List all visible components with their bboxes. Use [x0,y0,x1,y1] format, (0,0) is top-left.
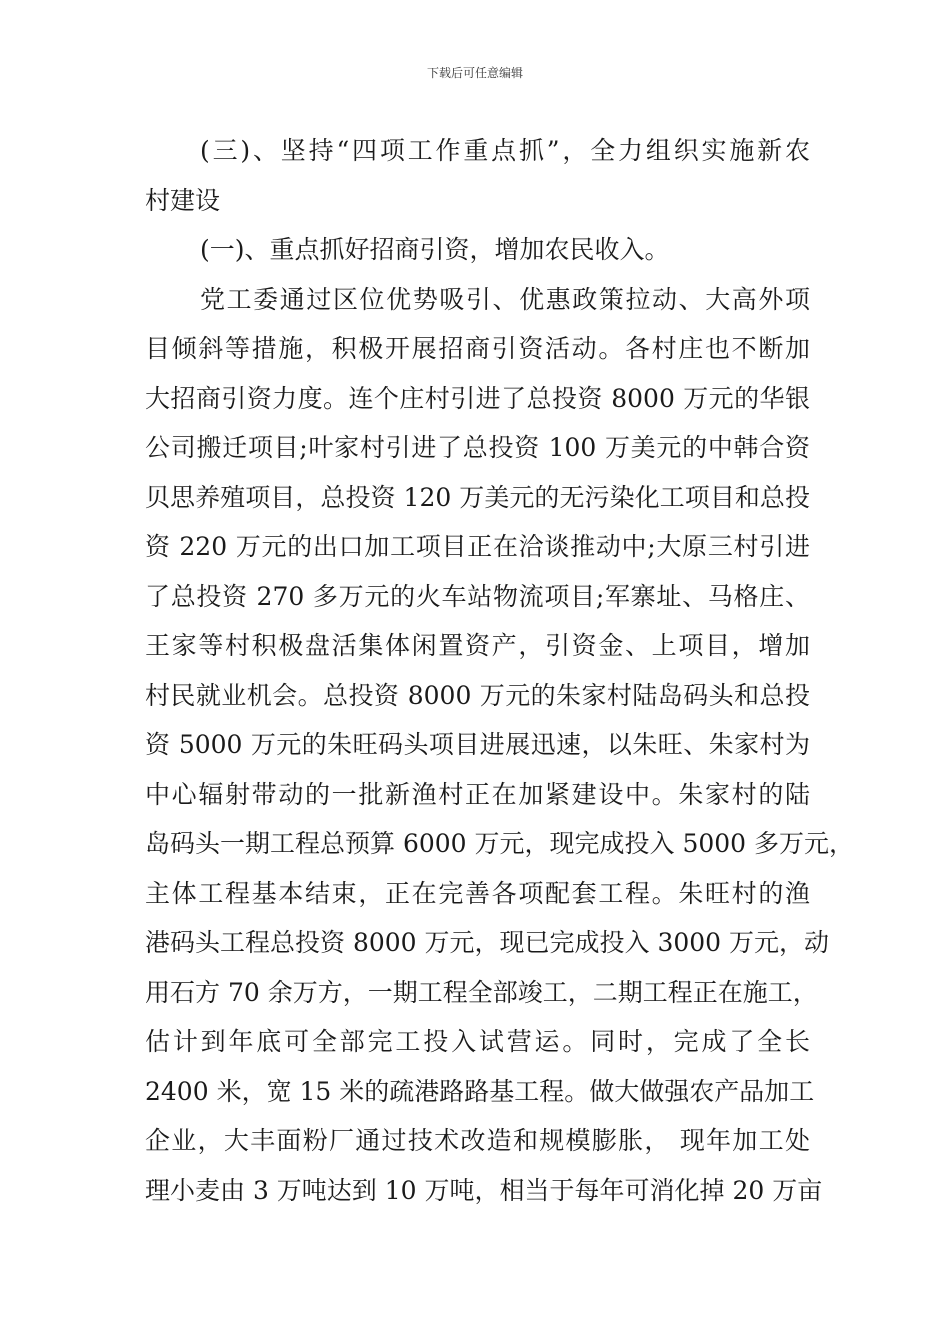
paragraph-line: 资 5000 万元的朱旺码头项目进展迅速，以朱旺、朱家村为 [145,730,810,759]
paragraph-line: 村民就业机会。总投资 8000 万元的朱家村陆岛码头和总投 [145,680,810,710]
paragraph-line: 理小麦由 3 万吨达到 10 万吨，相当于每年可消化掉 20 万亩 [145,1175,823,1205]
document-body [145,126,855,1215]
paragraph-line: 贝思养殖项目，总投资 120 万美元的无污染化工项目和总投 [145,482,810,512]
paragraph-line: 公司搬迁项目;叶家村引进了总投资 100 万美元的中韩合资 [145,433,810,462]
paragraph-line: 2400 米，宽 15 米的疏港路路基工程。做大做强农产品加工 [145,1076,815,1106]
paragraph-line: 了总投资 270 多万元的火车站物流项目;军寨址、马格庄、 [145,581,810,611]
section-heading: (三)、坚持“四项工作重点抓”，全力组织实施新农 [200,136,810,165]
paragraph-line: 王家等村积极盘活集体闲置资产，引资金、上项目，增加 [145,631,810,660]
paragraph-line: 主体工程基本结束，正在完善各项配套工程。朱旺村的渔 [145,878,810,908]
paragraph-line: 资 220 万元的出口加工项目正在洽谈推动中;大原三村引进 [145,532,810,561]
paragraph-line: 用石方 70 余万方，一期工程全部竣工，二期工程正在施工， [145,977,818,1007]
paragraph-line: 企业，大丰面粉厂通过技术改造和规模膨胀， 现年加工处 [145,1126,810,1155]
paragraph-line: 港码头工程总投资 8000 万元，现已完成投入 3000 万元，动 [145,928,830,957]
paragraph-line: 党工委通过区位优势吸引、优惠政策拉动、大高外项 [200,284,810,314]
section-heading-continued: 村建设 [145,185,221,215]
subsection-heading: (一)、重点抓好招商引资，增加农民收入。 [200,235,670,264]
paragraph-line: 中心辐射带动的一批新渔村正在加紧建设中。朱家村的陆 [145,779,810,809]
paragraph-line: 岛码头一期工程总预算 6000 万元，现完成投入 5000 多万元， [145,829,855,858]
paragraph-line: 目倾斜等措施，积极开展招商引资活动。各村庄也不断加 [145,334,810,363]
paragraph-line: 大招商引资力度。连个庄村引进了总投资 8000 万元的华银 [145,383,810,413]
page-header-note: 下载后可任意编辑 [426,66,523,80]
paragraph-line: 估计到年底可全部完工投入试营运。同时，完成了全长 [145,1027,810,1056]
